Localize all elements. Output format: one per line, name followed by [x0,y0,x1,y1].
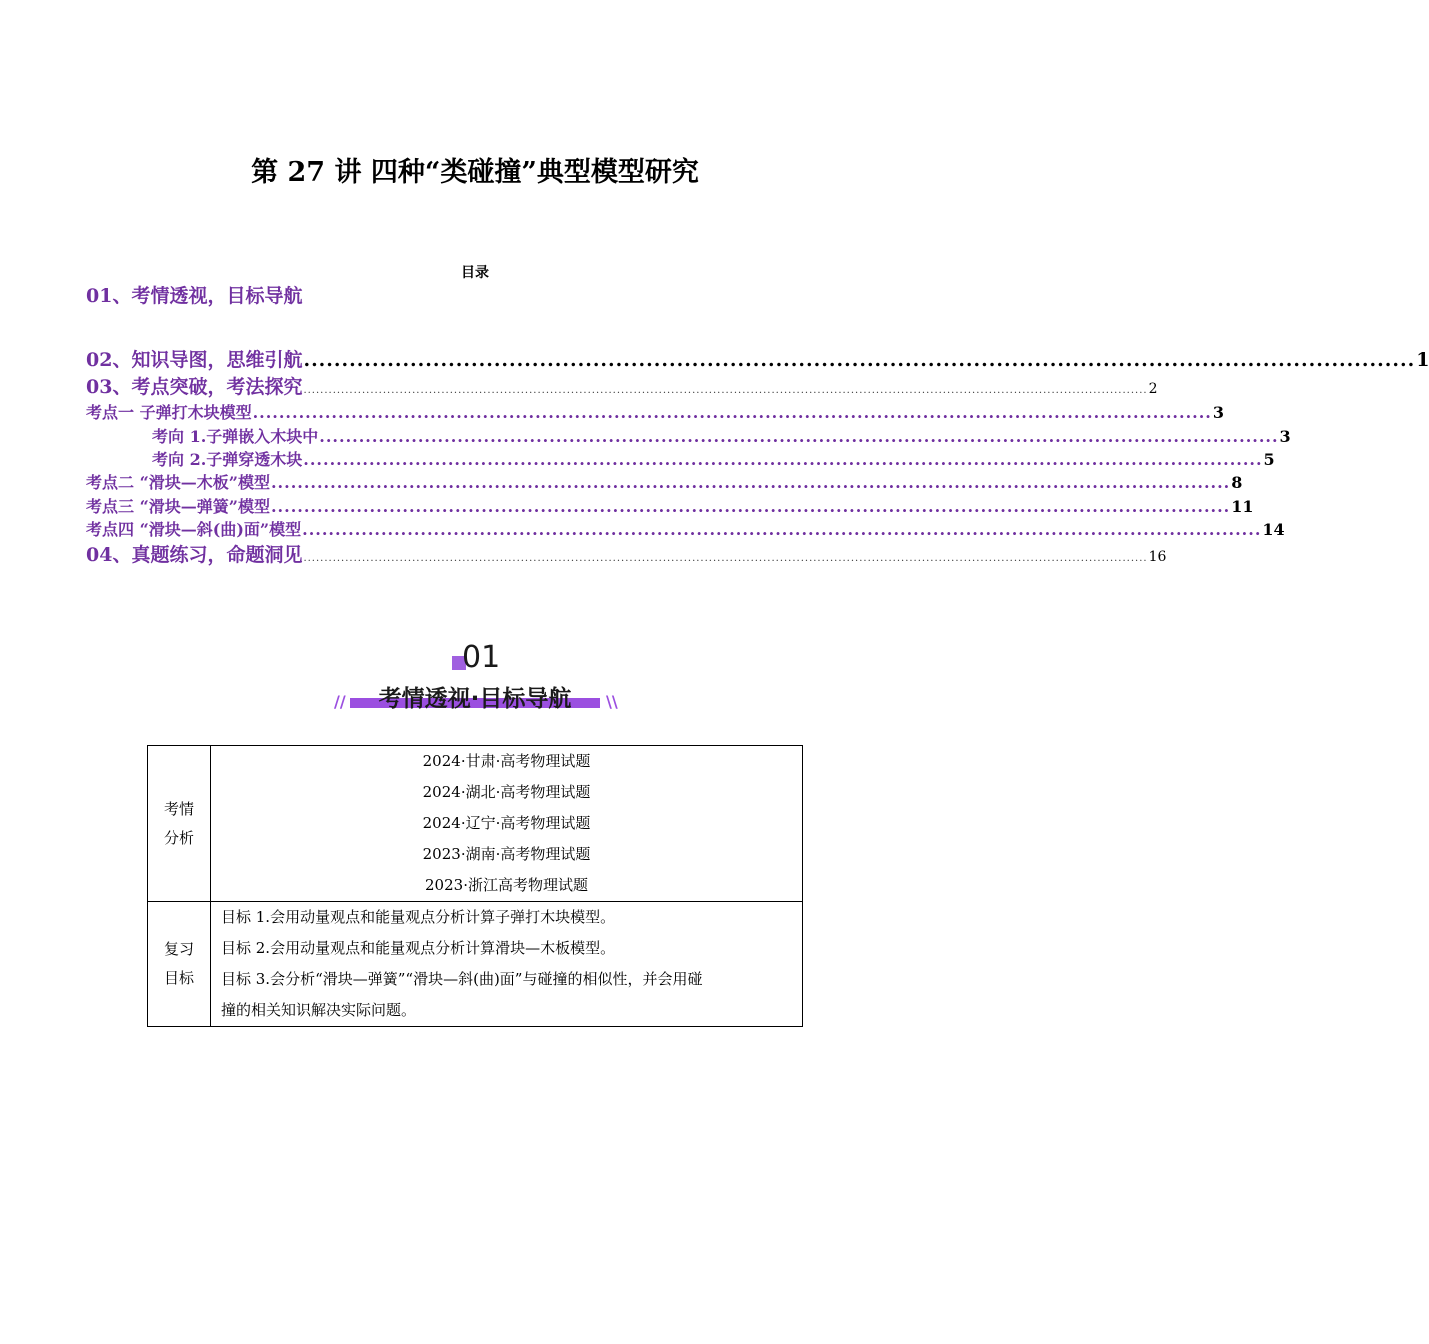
toc-item-label: 考点四 “滑块—斜(曲)面”模型 [86,520,302,539]
section-number: 01 [462,640,501,675]
table-row [148,746,803,902]
toc-heading: 目录 [461,265,489,281]
toc-page-number: 3 [1279,427,1291,446]
toc-leader: .................................................................................................................................................. [270,473,1231,492]
exam-item: 2023·浙江高考物理试题 [425,876,588,894]
toc-item-kaodian-1[interactable] [86,400,1224,423]
exam-list-cell [211,746,803,902]
toc-leader: .................................................................................................................................................. [303,450,1263,469]
toc-page-number: 5 [1263,450,1275,469]
toc-page-number: 1 [1416,349,1429,371]
banner-slash-left-icon: // [334,692,346,711]
row-header-line: 目标 [163,969,194,987]
toc-item-label: 04、真题练习，命题洞见 [86,544,303,566]
goal-item: 撞的相关知识解决实际问题。 [221,1001,417,1019]
toc-item-label: 03、考点突破，考法探究 [86,376,303,398]
toc-page-number: 16 [1148,549,1167,565]
toc-page-number: 14 [1262,520,1285,539]
toc-leader: .................................................................................................................................................. [252,403,1212,422]
toc-item-04[interactable] [86,540,1167,567]
toc-item-01[interactable] [86,282,326,310]
page-title: 第 27 讲 四种“类碰撞”典型模型研究 [251,157,699,188]
toc-item-kaoxiang-1[interactable] [86,424,1291,447]
exam-item: 2024·湖北·高考物理试题 [422,783,591,801]
section-title: 考情透视·目标导航 [378,686,572,712]
toc-leader: .................................................................................................................................................. [303,349,1416,371]
exam-item: 2023·湖南·高考物理试题 [422,845,591,863]
row-header-line: 分析 [163,828,194,847]
toc-leader: .................................................................................................................................................. [270,497,1231,516]
toc-item-02[interactable] [86,345,1429,372]
row-header-line: 考情 [163,799,194,818]
section-banner [320,640,630,720]
toc-page-number: 3 [1212,403,1224,422]
table-row [148,902,803,1027]
toc-page-number: 11 [1231,497,1254,516]
banner-slash-right-icon: \\ [606,692,618,711]
toc-item-label: 考向 1.子弹嵌入木块中 [152,427,319,446]
toc-item-label: 考点二 “滑块—木板”模型 [86,473,270,492]
exam-item: 2024·辽宁·高考物理试题 [422,814,591,832]
row-header-analysis [148,746,211,902]
toc-item-label: 02、知识导图，思维引航 [86,349,303,371]
goal-item: 目标 2.会用动量观点和能量观点分析计算滑块—木板模型。 [221,939,616,957]
toc-item-03[interactable] [86,372,1158,399]
exam-item: 2024·甘肃·高考物理试题 [422,752,591,770]
toc-item-kaodian-2[interactable] [86,470,1243,493]
toc-item-kaodian-3[interactable] [86,494,1254,517]
toc-leader: .................................................................................................................................................. [302,520,1262,539]
goal-item: 目标 1.会用动量观点和能量观点分析计算子弹打木块模型。 [221,908,616,926]
goal-item: 目标 3.会分析“滑块—弹簧”“滑块—斜(曲)面”与碰撞的相似性，并会用碰 [221,970,703,988]
row-header-goals [148,902,211,1027]
toc-page-number: 2 [1148,381,1158,397]
analysis-table [147,745,803,1027]
toc-item-label: 考点一 子弹打木块模型 [86,403,252,422]
toc-item-label: 考向 2.子弹穿透木块 [152,450,303,469]
toc-item-label: 01、考情透视，目标导航 [86,285,303,307]
toc-item-kaodian-4[interactable] [86,517,1285,540]
toc-leader: .................................................................................................................................................. [319,427,1279,446]
toc-leader: .......................................................................................................................................................................................................... [303,385,1148,396]
toc-leader: .......................................................................................................................................................................................................... [303,553,1148,564]
row-header-line: 复习 [163,940,194,958]
goals-cell [211,902,803,1027]
toc-item-kaoxiang-2[interactable] [86,447,1275,470]
toc-item-label: 考点三 “滑块—弹簧”模型 [86,497,270,516]
toc-page-number: 8 [1231,473,1243,492]
